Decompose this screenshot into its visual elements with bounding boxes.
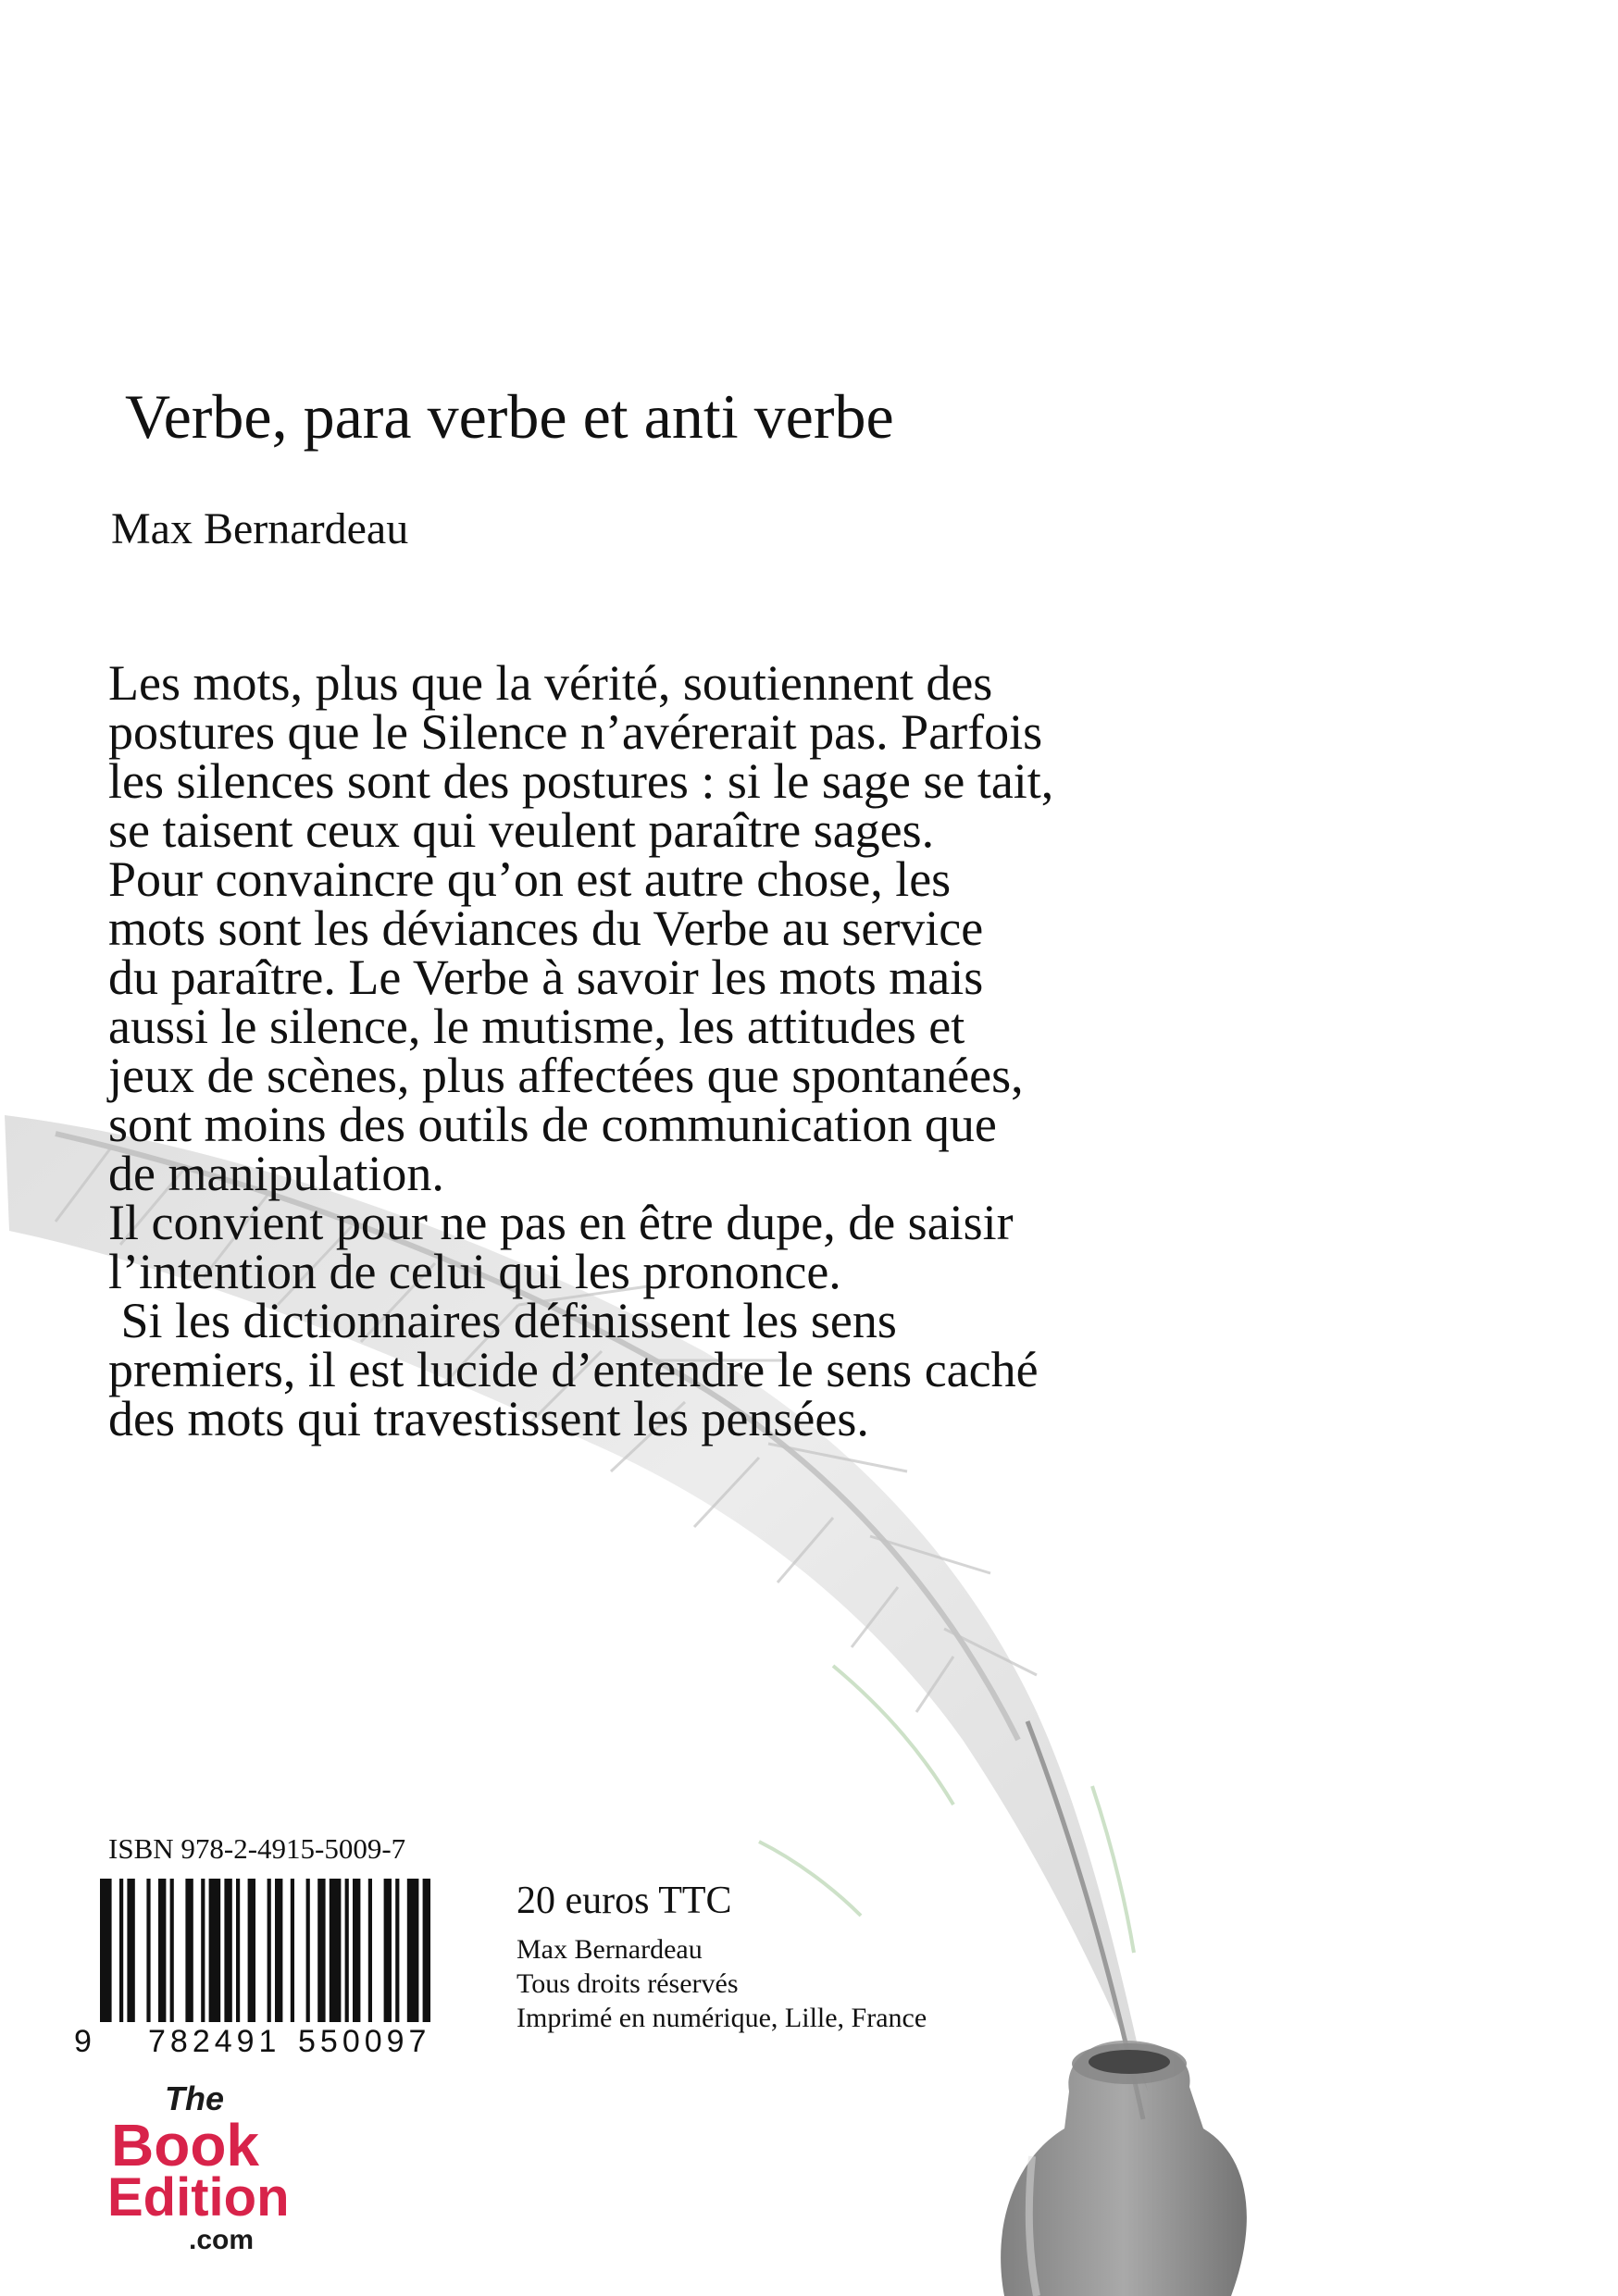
blurb-line: des mots qui travestissent les pensées.: [108, 1391, 869, 1446]
imprint-line: Imprimé en numérique, Lille, France: [517, 2003, 927, 2033]
blurb-line: l’intention de celui qui les prononce.: [108, 1244, 841, 1299]
barcode-bar: [236, 1879, 240, 2022]
barcode-bar: [209, 1879, 221, 2022]
barcode-bar: [158, 1879, 166, 2022]
barcode-bar: [268, 1879, 271, 2022]
barcode-bar: [201, 1879, 205, 2022]
blurb-line: mots sont les déviances du Verbe au service: [108, 900, 984, 956]
barcode-bar: [146, 1879, 150, 2022]
imprint-line: Max Bernardeau: [517, 1934, 703, 1965]
barcode-bar: [423, 1879, 430, 2022]
blurb-line: se taisent ceux qui veulent paraître sages.: [108, 802, 935, 858]
isbn-label: ISBN 978-2-4915-5009-7: [108, 1832, 406, 1865]
blurb-line: du paraître. Le Verbe à savoir les mots mais: [108, 949, 984, 1005]
blurb-line: postures que le Silence n’avérerait pas. Parfois: [108, 704, 1043, 760]
blurb-line: Les mots, plus que la vérité, soutiennent des: [108, 655, 993, 711]
blurb-line: premiers, il est lucide d’entendre le sens caché: [108, 1342, 1039, 1397]
barcode-bar: [127, 1879, 134, 2022]
barcode-bar: [395, 1879, 399, 2022]
barcode-bar: [384, 1879, 392, 2022]
blurb-line: jeux de scènes, plus affectées que spontanées,: [108, 1048, 1024, 1103]
barcode-bar: [353, 1879, 360, 2022]
price: 20 euros TTC: [517, 1880, 732, 1922]
barcode-bar: [224, 1879, 231, 2022]
logo-the: The: [165, 2079, 225, 2117]
barcode-bar: [345, 1879, 349, 2022]
book-author: Max Bernardeau: [111, 504, 409, 553]
blurb-line: aussi le silence, le mutisme, les attitudes et: [108, 999, 965, 1054]
barcode-digit-lead: 9: [74, 2024, 92, 2059]
blurb: [108, 655, 1247, 1446]
barcode-bar: [170, 1879, 174, 2022]
barcode-bar: [368, 1879, 372, 2022]
barcode-bar: [306, 1879, 310, 2022]
publisher-logo: [104, 2071, 335, 2256]
logo-book: Book: [111, 2112, 259, 2178]
imprint-line: Tous droits réservés: [517, 1968, 739, 1999]
barcode-bar: [407, 1879, 419, 2022]
logo-com: .com: [189, 2225, 255, 2255]
barcode-digits-right: 550097: [298, 2024, 431, 2059]
barcode: [67, 1874, 455, 2059]
barcode-digits-left: 782491: [148, 2024, 281, 2059]
book-title: Verbe, para verbe et anti verbe: [125, 381, 894, 452]
blurb-line: de manipulation.: [108, 1146, 444, 1201]
barcode-bar: [317, 1879, 325, 2022]
blurb-line: Pour convaincre qu’on est autre chose, les: [108, 851, 952, 907]
barcode-bar: [248, 1879, 255, 2022]
imprint-credits: [517, 1932, 927, 2035]
blurb-line: Si les dictionnaires définissent les sens: [108, 1293, 897, 1348]
barcode-bar: [291, 1879, 294, 2022]
blurb-line: sont moins des outils de communication que: [108, 1097, 997, 1152]
logo-edition: Edition: [107, 2167, 290, 2228]
blurb-line: Il convient pour ne pas en être dupe, de saisir: [108, 1195, 1014, 1250]
barcode-bar: [185, 1879, 193, 2022]
barcode-bar: [100, 1879, 112, 2022]
blurb-line: les silences sont des postures : si le sage se tait,: [108, 753, 1054, 809]
barcode-bar: [330, 1879, 342, 2022]
barcode-bar: [119, 1879, 123, 2022]
barcode-bar: [275, 1879, 282, 2022]
